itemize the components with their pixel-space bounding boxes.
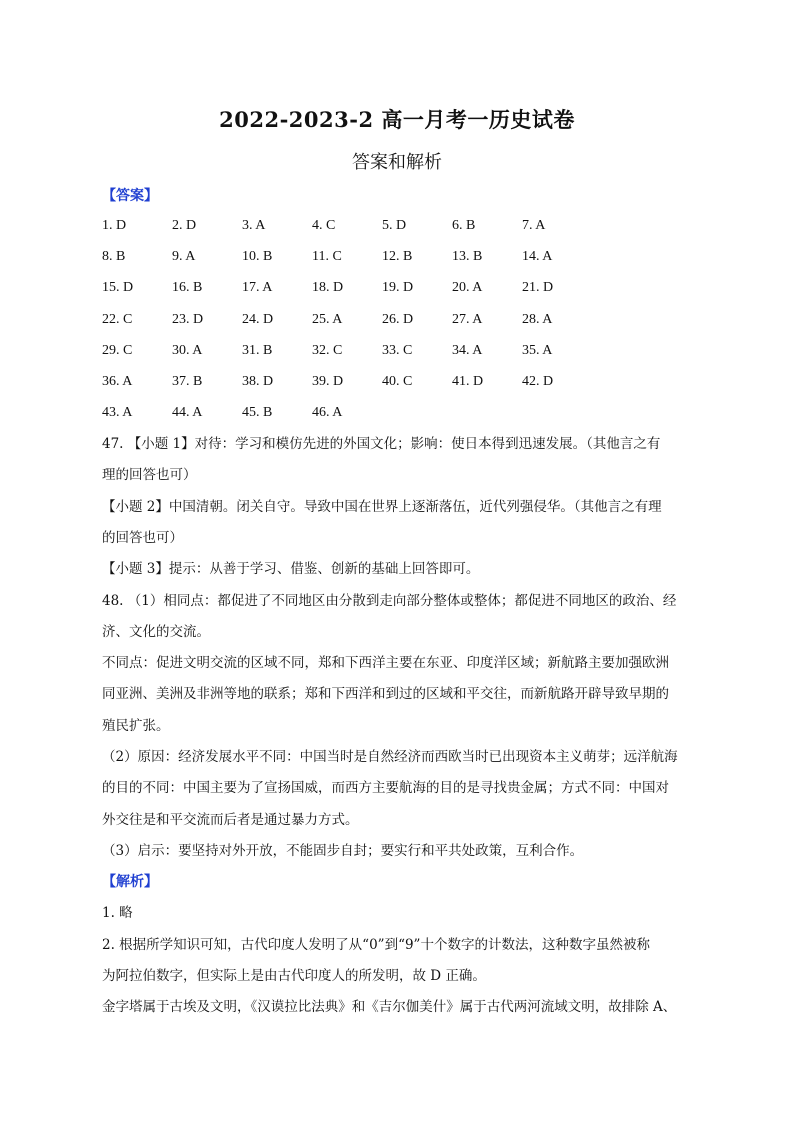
answer-item: 8. B — [102, 248, 126, 264]
analysis-text-line: 1. 略 — [102, 905, 133, 922]
answer-item: 19. D — [382, 280, 414, 296]
answer-item: 2. D — [172, 217, 197, 233]
answer-item: 1. D — [102, 217, 127, 233]
answer-section-label: 【答案】 — [102, 188, 158, 204]
document-body — [102, 183, 702, 1023]
answer-item: 41. D — [452, 374, 484, 390]
answer-item: 46. A — [312, 405, 343, 421]
answer-item: 26. D — [382, 311, 414, 327]
answer-item: 29. C — [102, 342, 133, 358]
answer-item: 28. A — [522, 311, 553, 327]
answer-item: 11. C — [312, 248, 342, 264]
answer-item: 32. C — [312, 342, 343, 358]
answer-item: 33. C — [382, 342, 413, 358]
answer-text-line: 48. （1）相同点：都促进了不同地区由分散到走向部分整体或整体；都促进不同地区的政治、经 — [102, 592, 677, 609]
document-subtitle: 答案和解析 — [352, 152, 442, 173]
answer-text-line: （2）原因：经济发展水平不同：中国当时是自然经济而西欧当时已出现资本主义萌芽；远洋航海 — [102, 749, 678, 766]
answer-item: 24. D — [242, 311, 274, 327]
answer-item: 31. B — [242, 342, 273, 358]
answer-item: 3. A — [242, 217, 266, 233]
answer-text-line: （3）启示：要坚持对外开放，不能固步自封；要实行和平共处政策，互利合作。 — [102, 842, 584, 859]
answer-item: 10. B — [242, 248, 273, 264]
answer-text-line: 【小题 2】中国清朝。闭关自守。导致中国在世界上逐渐落伍，近代列强侵华。（其他言之有理 — [102, 498, 662, 515]
analysis-section-label: 【解析】 — [102, 874, 158, 891]
answer-text-line: 的目的不同：中国主要为了宣扬国威，而西方主要航海的目的是寻找贵金属；方式不同：中国对 — [102, 780, 669, 797]
answer-item: 17. A — [242, 280, 273, 296]
answer-item: 42. D — [522, 374, 554, 390]
answer-item: 34. A — [452, 342, 483, 358]
answer-item: 23. D — [172, 311, 204, 327]
answer-item: 37. B — [172, 374, 203, 390]
answer-item: 38. D — [242, 374, 274, 390]
answer-text-line: 殖民扩张。 — [102, 717, 170, 734]
document-title: 2022-2023-2 高一月考一历史试卷 — [219, 107, 575, 132]
answer-item: 36. A — [102, 374, 133, 390]
answer-text-line: 的回答也可） — [102, 529, 183, 546]
answer-item: 16. B — [172, 280, 203, 296]
answer-item: 7. A — [522, 217, 546, 233]
answer-item: 5. D — [382, 217, 407, 233]
answer-item: 40. C — [382, 374, 413, 390]
answer-text-line: 济、文化的交流。 — [102, 623, 210, 640]
answer-item: 45. B — [242, 405, 273, 421]
answer-item: 21. D — [522, 280, 554, 296]
answer-item: 4. C — [312, 217, 336, 233]
answer-item: 14. A — [522, 248, 553, 264]
answer-item: 27. A — [452, 311, 483, 327]
answer-item: 15. D — [102, 280, 134, 296]
analysis-text-line: 为阿拉伯数字，但实际上是由古代印度人的所发明，故 D 正确。 — [102, 967, 486, 984]
answer-text-line: 外交往是和平交流而后者是通过暴力方式。 — [102, 811, 359, 828]
analysis-text-block — [102, 898, 702, 1023]
answer-text-line: 同亚洲、美洲及非洲等地的联系；郑和下西洋和到过的区域和平交往，而新航路开辟导致早期的 — [102, 686, 669, 703]
analysis-text-line: 金字塔属于古埃及文明，《汉谟拉比法典》和《吉尔伽美什》属于古代两河流域文明，故排除 A、 — [102, 999, 677, 1016]
answer-item: 9. A — [172, 248, 196, 264]
answer-text-line: 47. 【小题 1】对待：学习和模仿先进的外国文化；影响：使日本得到迅速发展。（其他言之有 — [102, 436, 661, 453]
answer-text-line: 理的回答也可） — [102, 467, 197, 484]
answer-item: 20. A — [452, 280, 483, 296]
answer-item: 44. A — [172, 405, 203, 421]
answer-item: 43. A — [102, 405, 133, 421]
answer-item: 12. B — [382, 248, 413, 264]
answer-item: 39. D — [312, 374, 344, 390]
answer-text-line: 不同点：促进文明交流的区域不同，郑和下西洋主要在东亚、印度洋区域；新航路主要加强欧洲 — [102, 655, 669, 672]
answer-item: 25. A — [312, 311, 343, 327]
answer-item: 35. A — [522, 342, 553, 358]
answer-item: 6. B — [452, 217, 476, 233]
answer-item: 13. B — [452, 248, 483, 264]
answer-item: 18. D — [312, 280, 344, 296]
answer-text-line: 【小题 3】提示：从善于学习、借鉴、创新的基础上回答即可。 — [102, 561, 480, 578]
answer-item: 30. A — [172, 342, 203, 358]
answer-grid — [102, 210, 702, 429]
answer-item: 22. C — [102, 311, 133, 327]
answer-text-block — [102, 429, 702, 867]
analysis-text-line: 2. 根据所学知识可知，古代印度人发明了从“0”到“9”十个数字的计数法，这种数字虽然被称 — [102, 936, 650, 953]
